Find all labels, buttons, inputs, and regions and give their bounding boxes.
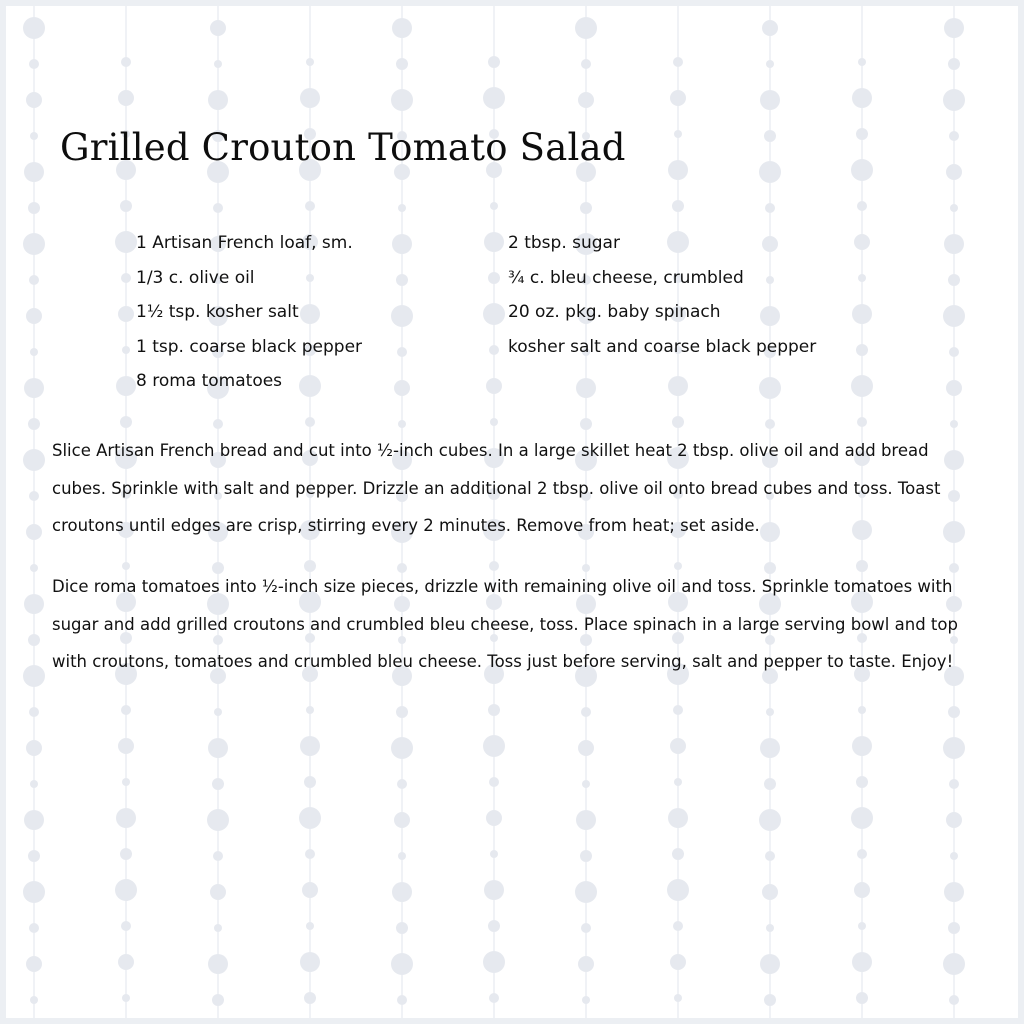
ingredient-item: 1/3 c. olive oil [136, 267, 255, 288]
directions-paragraph-bread: Slice Artisan French bread and cut into ½-inch cubes. In a large skillet heat 2 tbsp. olive oil and add bread cubes. Sprinkle with salt and pepper. Drizzle an additional 2 tbsp. olive oil onto bread cubes and toss. Toast croutons until edges are crisp, stirring every 2 minutes. Remove from heat; set aside. [52, 441, 941, 535]
ingredient-item: ¾ c. bleu cheese, crumbled [508, 267, 744, 288]
ingredient-item: 8 roma tomatoes [136, 371, 283, 391]
ingredient-item: 1½ tsp. kosher salt [136, 302, 299, 322]
ingredient-item: kosher salt and coarse black pepper [508, 336, 817, 357]
directions-paragraph-salad: Dice roma tomatoes into ½-inch size pieces, drizzle with remaining olive oil and toss. Sprinkle tomatoes with sugar and add grilled croutons and crumbled bleu cheese, toss. Place spinach in a large serving bowl and top with croutons, tomatoes and crumbled bleu cheese. Toss just before serving, salt and pepper to taste. Enjoy! [52, 577, 958, 671]
ingredient-item: 2 tbsp. sugar [508, 233, 620, 253]
ingredient-item: 20 oz. pkg. baby spinach [508, 302, 721, 322]
ingredients-list-left [136, 229, 362, 402]
ingredient-item: 1 Artisan French loaf, sm. [136, 233, 353, 253]
ingredient-item: 1 tsp. coarse black pepper [136, 336, 363, 357]
recipe-title: Grilled Crouton Tomato Salad [60, 126, 626, 169]
ingredients-list-right [508, 229, 816, 367]
